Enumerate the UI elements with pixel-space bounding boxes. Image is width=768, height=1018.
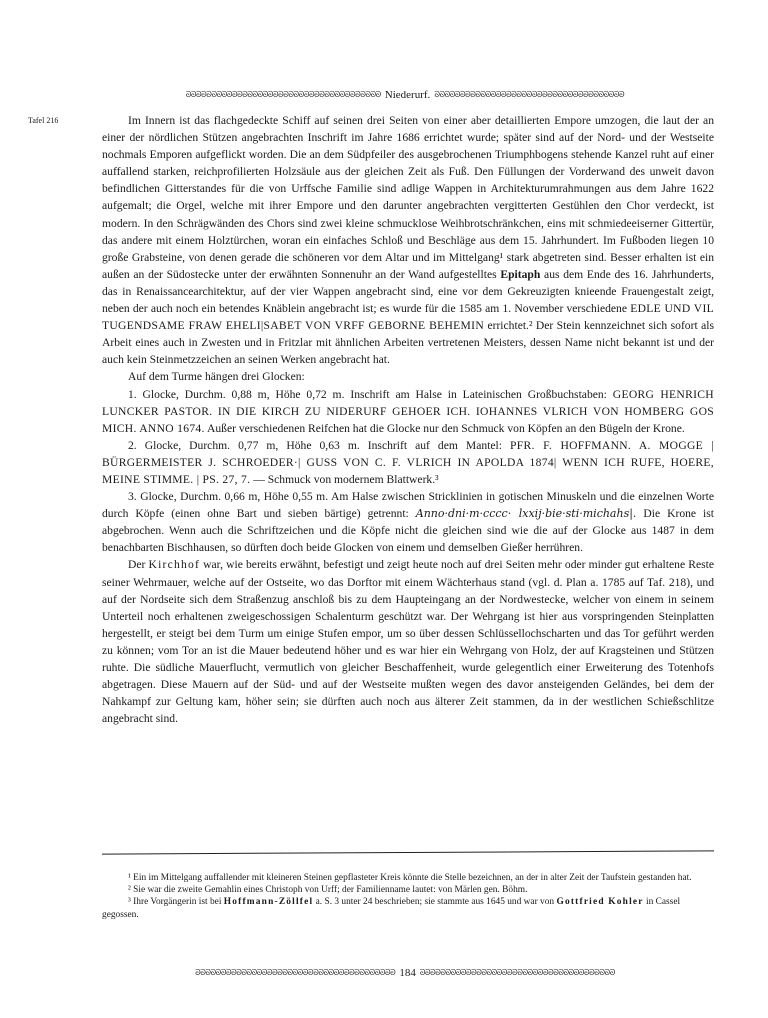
founder-name: Gottfried Kohler [556, 897, 644, 908]
ornament-border-left: ᘐᘐᘐᘐᘐᘐᘐᘐᘐᘐᘐᘐᘐᘐᘐᘐᘐᘐᘐᘐᘐᘐᘐᘐᘐᘐᘐᘐᘐᘐᘐᘐᘐᘐᘐᘐᘐᘐ [185, 90, 381, 99]
paragraph-text: errichtet.² Der Stein kennzeichnet sich sofort als Arbeit eines auch in Zwesten und in Fritzlar mit ähnlichen Arbeiten vertretenen Meisters, dessen Name nicht bekannt ist und der auch kein Steinmetzzeichen an seinen Werken angebracht hat. [102, 319, 715, 367]
ornament-border-left: ᘐᘐᘐᘐᘐᘐᘐᘐᘐᘐᘐᘐᘐᘐᘐᘐᘐᘐᘐᘐᘐᘐᘐᘐᘐᘐᘐᘐᘐᘐᘐᘐᘐᘐᘐᘐᘐᘐᘐ [195, 968, 396, 977]
page-footer [102, 966, 708, 980]
footnote-text: ³ Ihre Vorgängerin ist bei [128, 897, 222, 908]
page-number: 184 [399, 967, 416, 979]
ornament-border-right: ᘐᘐᘐᘐᘐᘐᘐᘐᘐᘐᘐᘐᘐᘐᘐᘐᘐᘐᘐᘐᘐᘐᘐᘐᘐᘐᘐᘐᘐᘐᘐᘐᘐᘐᘐᘐᘐᘐ [419, 968, 615, 977]
paragraph-bells-intro: Auf dem Turme hängen drei Glocken: [128, 370, 305, 384]
churchyard-term: Kirchhof [148, 558, 200, 572]
running-head-title: Niederurf. [384, 89, 431, 101]
paragraph-bell-3 [102, 488, 714, 556]
paragraph-bell-2 [102, 437, 714, 488]
footnote-text: in Cassel gegossen. [102, 897, 681, 920]
paragraph-text: Im Innern ist das flachgedeckte Schiff auf seinen drei Seiten von einer aber detaillierten Empore umzogen, die laut der an einer der nördlichen Stützen angebrachten Inschrift im Jahre 1686 errichtet wurde; später sind auf der Nord- und der Westseite nochmals Emporen aufgeflickt worden. Die an dem Südpfeiler des ausgebrochenen Triumphbogens stehende Kanzel ruht auf einer auffallend starken, reichprofilierten Holzsäule aus der gleichen Zeit als Fuß. Den Füllungen der Vorderwand des unweit davon befindlichen Gitterstandes für die von Urffsche Familie sind adlige Wappen in Architekturumrahmungen aus dem Jahre 1622 aufgemalt; die Orgel, welche mit ihrer Empore und den darunter angebrachten vergitterten Gestühlen den Chor verdeckt, ist modern. In den Schrägwänden des Chors sind zwei kleine schmucklose Weihbrotschränkchen, eins mit schmiedeeiserner Gittertür, das andere mit einem Holztürchen, woran ein einfaches Schloß und Beschläge aus dem 15. Jahrhundert. Im Fußboden liegen 10 große Grabsteine, von denen gerade die schöneren vor dem Altar und im Mittelgang¹ stark abgetreten sind. Besser erhalten ist ein außen an der Südostecke unter der erwähnten Sonnenuhr an der Wand aufgestelltes [102, 114, 714, 281]
footnotes [102, 872, 714, 921]
paragraph-text: Die Krone ist abgebrochen. Wenn auch die Schriftzeichen und die Köpfe nicht die gleichen sind wie die auf der Glocke aus 1487 in dem benachbarten Bischhausen, so dürften doch beide Glocken von einem und demselben Gießer herrühren. [102, 507, 714, 555]
epitaph-inscription: EDLE UND VIL TUGENDSAME FRAW EHELI|SABET VON VRFF GEBORNE BEHEMIN [102, 302, 714, 333]
paragraph-text: — Schmuck von modernem Blattwerk.³ [253, 472, 439, 486]
paragraph-text: Der [128, 558, 146, 572]
bell-3-inscription: Anno·dni·m·cccc· lxxij·bie·sti·michahs|. [415, 507, 637, 521]
main-text [102, 112, 714, 727]
paragraph-interior [102, 112, 714, 368]
footnote-text: a. S. 3 unter 24 beschrieben; sie stammte aus 1645 und war von [315, 897, 555, 908]
ornament-border-right: ᘐᘐᘐᘐᘐᘐᘐᘐᘐᘐᘐᘐᘐᘐᘐᘐᘐᘐᘐᘐᘐᘐᘐᘐᘐᘐᘐᘐᘐᘐᘐᘐᘐᘐᘐᘐᘐ [434, 90, 625, 99]
paragraph-text: war, wie bereits erwähnt, befestigt und zeigt heute noch auf drei Seiten mehr oder minder gut erhaltene Reste seiner Wehrmauer, welche auf der Ostseite, wo das Dorftor mit einem Wächterhaus stand (vgl. d. Plan a. 1785 auf Taf. 218), und auf der Nordseite sich dem Straßenzug anschloß bis zu dem Haupteingang an der Nordwestecke, welcher von einem in seinem Unterteil noch erhaltenen zweigeschossigen Schalenturm geschützt war. Der Wehrgang ist hier aus vorspringenden Steinplatten hergestellt, er steigt bei dem Turm um einige Stufen empor, um so über dessen Schlüssellochscharten und das Tor geführt werden zu können; vom Tor an ist die Mauer bedeutend höher und es war hier ein Wehrgang von Holz, der auf Kragsteinen und Stützen ruhte. Die südliche Mauerflucht, vermutlich von gleicher Beschaffenheit, wurde gelegentlich einer Erweiterung des Totenhofs abgetragen. Diese Mauern auf der Süd- und auf der Westseite mußten wegen des davor ansteigenden Geländes, bei dem der Nahkampf zur Geltung kam, höher sein; sie dürften auch noch aus älterer Zeit stammen, da in der westlichen Schießschlitze angebracht sind. [102, 558, 714, 726]
author-name: Hoffmann-Zöllfel [223, 897, 314, 908]
paragraph-text: 1. Glocke, Durchm. 0,88 m, Höhe 0,72 m. Inschrift am Halse in Lateinischen Großbuchstaben: [128, 387, 607, 401]
footnote-2: ² Sie war die zweite Gemahlin eines Christoph von Urff; der Familienname lautet: von Märlen gen. Böhm. [128, 885, 528, 896]
footnote-3 [102, 896, 714, 920]
paragraph-text: 2. Glocke, Durchm. 0,77 m, Höhe 0,63 m. Inschrift auf dem Mantel: [128, 438, 502, 452]
epitaph-term: Epitaph [500, 267, 541, 281]
margin-plate-reference: Tafel 216 [28, 116, 59, 125]
paragraph-text: 3. Glocke, Durchm. 0,66 m, Höhe 0,55 m. Am Halse zwischen Stricklinien in gotischen Minuskeln und die einzelnen Worte durch Köpfe (einen ohne Bart und sieben bärtige) getrennt: [102, 490, 714, 521]
running-header [102, 88, 708, 102]
bell-1-inscription: GEORG HENRICH LUNCKER PASTOR. IN DIE KIRCH ZU NIDERURF GEHOER ICH. IOHANNES VLRICH VON HOMBERG GOS MICH. ANNO 1674. [102, 387, 714, 435]
footnote-rule [102, 850, 714, 854]
paragraph-churchyard [102, 556, 714, 727]
footnote-1: ¹ Ein im Mittelgang auffallender mit kleineren Steinen gepflasteter Kreis könnte die Stelle bezeichnen, an der in alter Zeit der Taufstein gestanden hat. [128, 873, 692, 883]
paragraph-text: Außer verschiedenen Reifchen hat die Glocke nur den Schmuck von Köpfen an den Bügeln der Krone. [206, 421, 685, 435]
paragraph-text: aus dem Ende des 16. Jahrhunderts, das in Renaissancearchitektur, auf der vier Wappen angebracht sind, eine vor dem Gekreuzigten knieende Frauengestalt zeigt, neben der auch noch ein betendes Knäblein angebracht ist; es wurde für die 1585 am 1. November verschiedene [102, 267, 714, 316]
bell-2-inscription: PFR. F. HOFFMANN. A. MOGGE | BÜRGERMEISTER J. SCHROEDER·| GUSS VON C. F. VLRICH IN APOLDA 1874| WENN ICH RUFE, HOERE, MEINE STIMME. | PS. 27, 7. [102, 438, 714, 486]
paragraph-bell-1 [102, 386, 714, 437]
